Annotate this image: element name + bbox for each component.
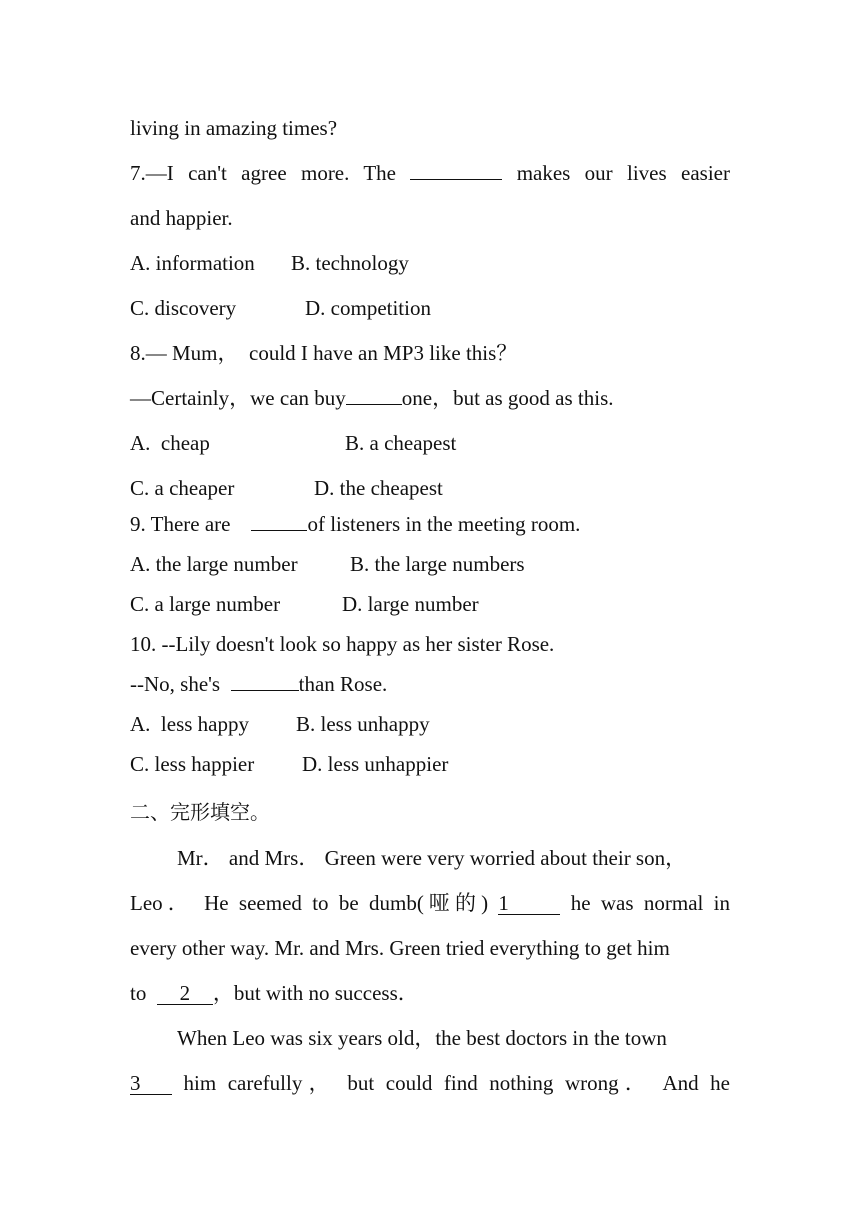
answer-blank: [231, 690, 299, 691]
text-line: living in amazing times?: [130, 116, 338, 140]
answer-blank: [251, 530, 307, 531]
answer-blank-3: 3: [130, 1072, 172, 1095]
passage-line: every other way. Mr. and Mrs. Green tried everything to get him: [130, 936, 670, 960]
option-a: A. less happy: [130, 712, 249, 736]
option-d: D. less unhappier: [302, 752, 449, 776]
passage-line: 3 him carefully， but could find nothing wrong． And he: [130, 1071, 731, 1095]
option-b: B. a cheapest: [345, 431, 457, 455]
question-9: 9. There are of listeners in the meeting room.: [130, 512, 581, 536]
question-7: 7.—I can't agree more. The makes our lives easier: [130, 161, 730, 185]
option-b: B. less unhappy: [296, 712, 430, 736]
answer-blank-1: 1: [498, 892, 560, 915]
option-b: B. the large numbers: [350, 552, 525, 576]
option-d: D. large number: [342, 592, 479, 616]
option-c: C. less happier: [130, 752, 255, 776]
passage-line: Leo． He seemed to be dumb(哑的) 1 he was normal in: [130, 891, 731, 915]
option-c: C. discovery: [130, 296, 237, 320]
section-heading: 二、完形填空。: [130, 800, 270, 824]
option-b: B. technology: [291, 251, 409, 275]
passage-line: to 2 ，but with no success．: [130, 981, 419, 1005]
option-a: A. cheap: [130, 431, 210, 455]
option-a: A. information: [130, 251, 255, 275]
answer-blank: [346, 404, 402, 405]
question-10-response: --No, she's than Rose.: [130, 672, 388, 696]
text-line: and happier.: [130, 206, 233, 230]
option-c: C. a large number: [130, 592, 281, 616]
question-10: 10. --Lily doesn't look so happy as her sister Rose.: [130, 632, 555, 656]
answer-blank: [410, 179, 502, 180]
option-d: D. the cheapest: [314, 476, 443, 500]
answer-blank-2: 2: [157, 982, 213, 1005]
passage-line: Mr． and Mrs． Green were very worried about their son，: [177, 846, 687, 870]
question-8-response: —Certainly，we can buy one，but as good as this.: [130, 386, 614, 410]
option-a: A. the large number: [130, 552, 298, 576]
passage-line: When Leo was six years old，the best doctors in the town: [177, 1026, 667, 1050]
option-c: C. a cheaper: [130, 476, 235, 500]
question-8: 8.— Mum， could I have an MP3 like this？: [130, 341, 518, 365]
option-d: D. competition: [305, 296, 431, 320]
